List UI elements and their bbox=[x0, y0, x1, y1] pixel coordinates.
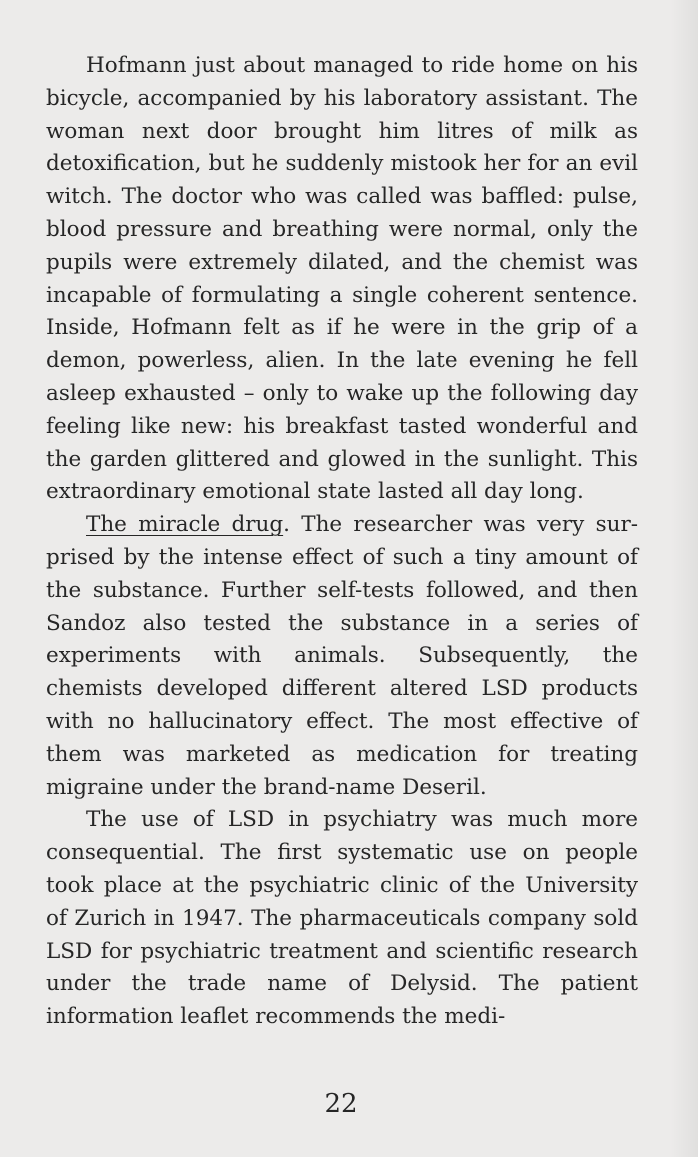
paragraph-3-text: The use of LSD in psychiatry was much more consequential. The first systematic use on people took place at the psychiatric clinic of the University of Zurich in 1947. The pharmaceuticals company sold LSD for psychiatric treatment and scientific research under the trade name of Delysid. The patient information leaflet recommends the medi- bbox=[46, 807, 638, 1030]
paragraph-2-text: . The researcher was very surprised by the intense effect of such a tiny amount of the substance. Further self-tests followed, and then Sandoz also tested the substance in a series of experiments with animals. Subsequently, the chemists developed different altered LSD products with no hallucinatory effect. The most effective of them was marketed as medication for treating migraine under the brand-name Deseril. bbox=[46, 512, 638, 800]
run-in-heading: The miracle drug bbox=[86, 512, 284, 538]
paragraph-1-text: Hofmann just about managed to ride home on his bicycle, accompanied by his laboratory assistant. The woman next door brought him litres of milk as detoxification, but he suddenly mistook her for an evil witch. The doctor who was called was baffled: pulse, blood pressure and breathing were normal, only the pupils were extremely dilated, and the chemist was incapable of formulating a single coherent sentence. Inside, Hofmann felt as if he were in the grip of a demon, powerless, alien. In the late evening he fell asleep exhausted – only to wake up the following day feeling like new: his breakfast tasted wonderful and the garden glittered and glowed in the sunlight. This extraordinary emotional state lasted all day long. bbox=[46, 53, 638, 505]
paragraph-3 bbox=[46, 804, 638, 1034]
paragraph-1 bbox=[46, 50, 638, 509]
paragraph-2 bbox=[46, 509, 638, 804]
body-text bbox=[46, 50, 638, 1034]
page-number: 22 bbox=[324, 1089, 358, 1119]
